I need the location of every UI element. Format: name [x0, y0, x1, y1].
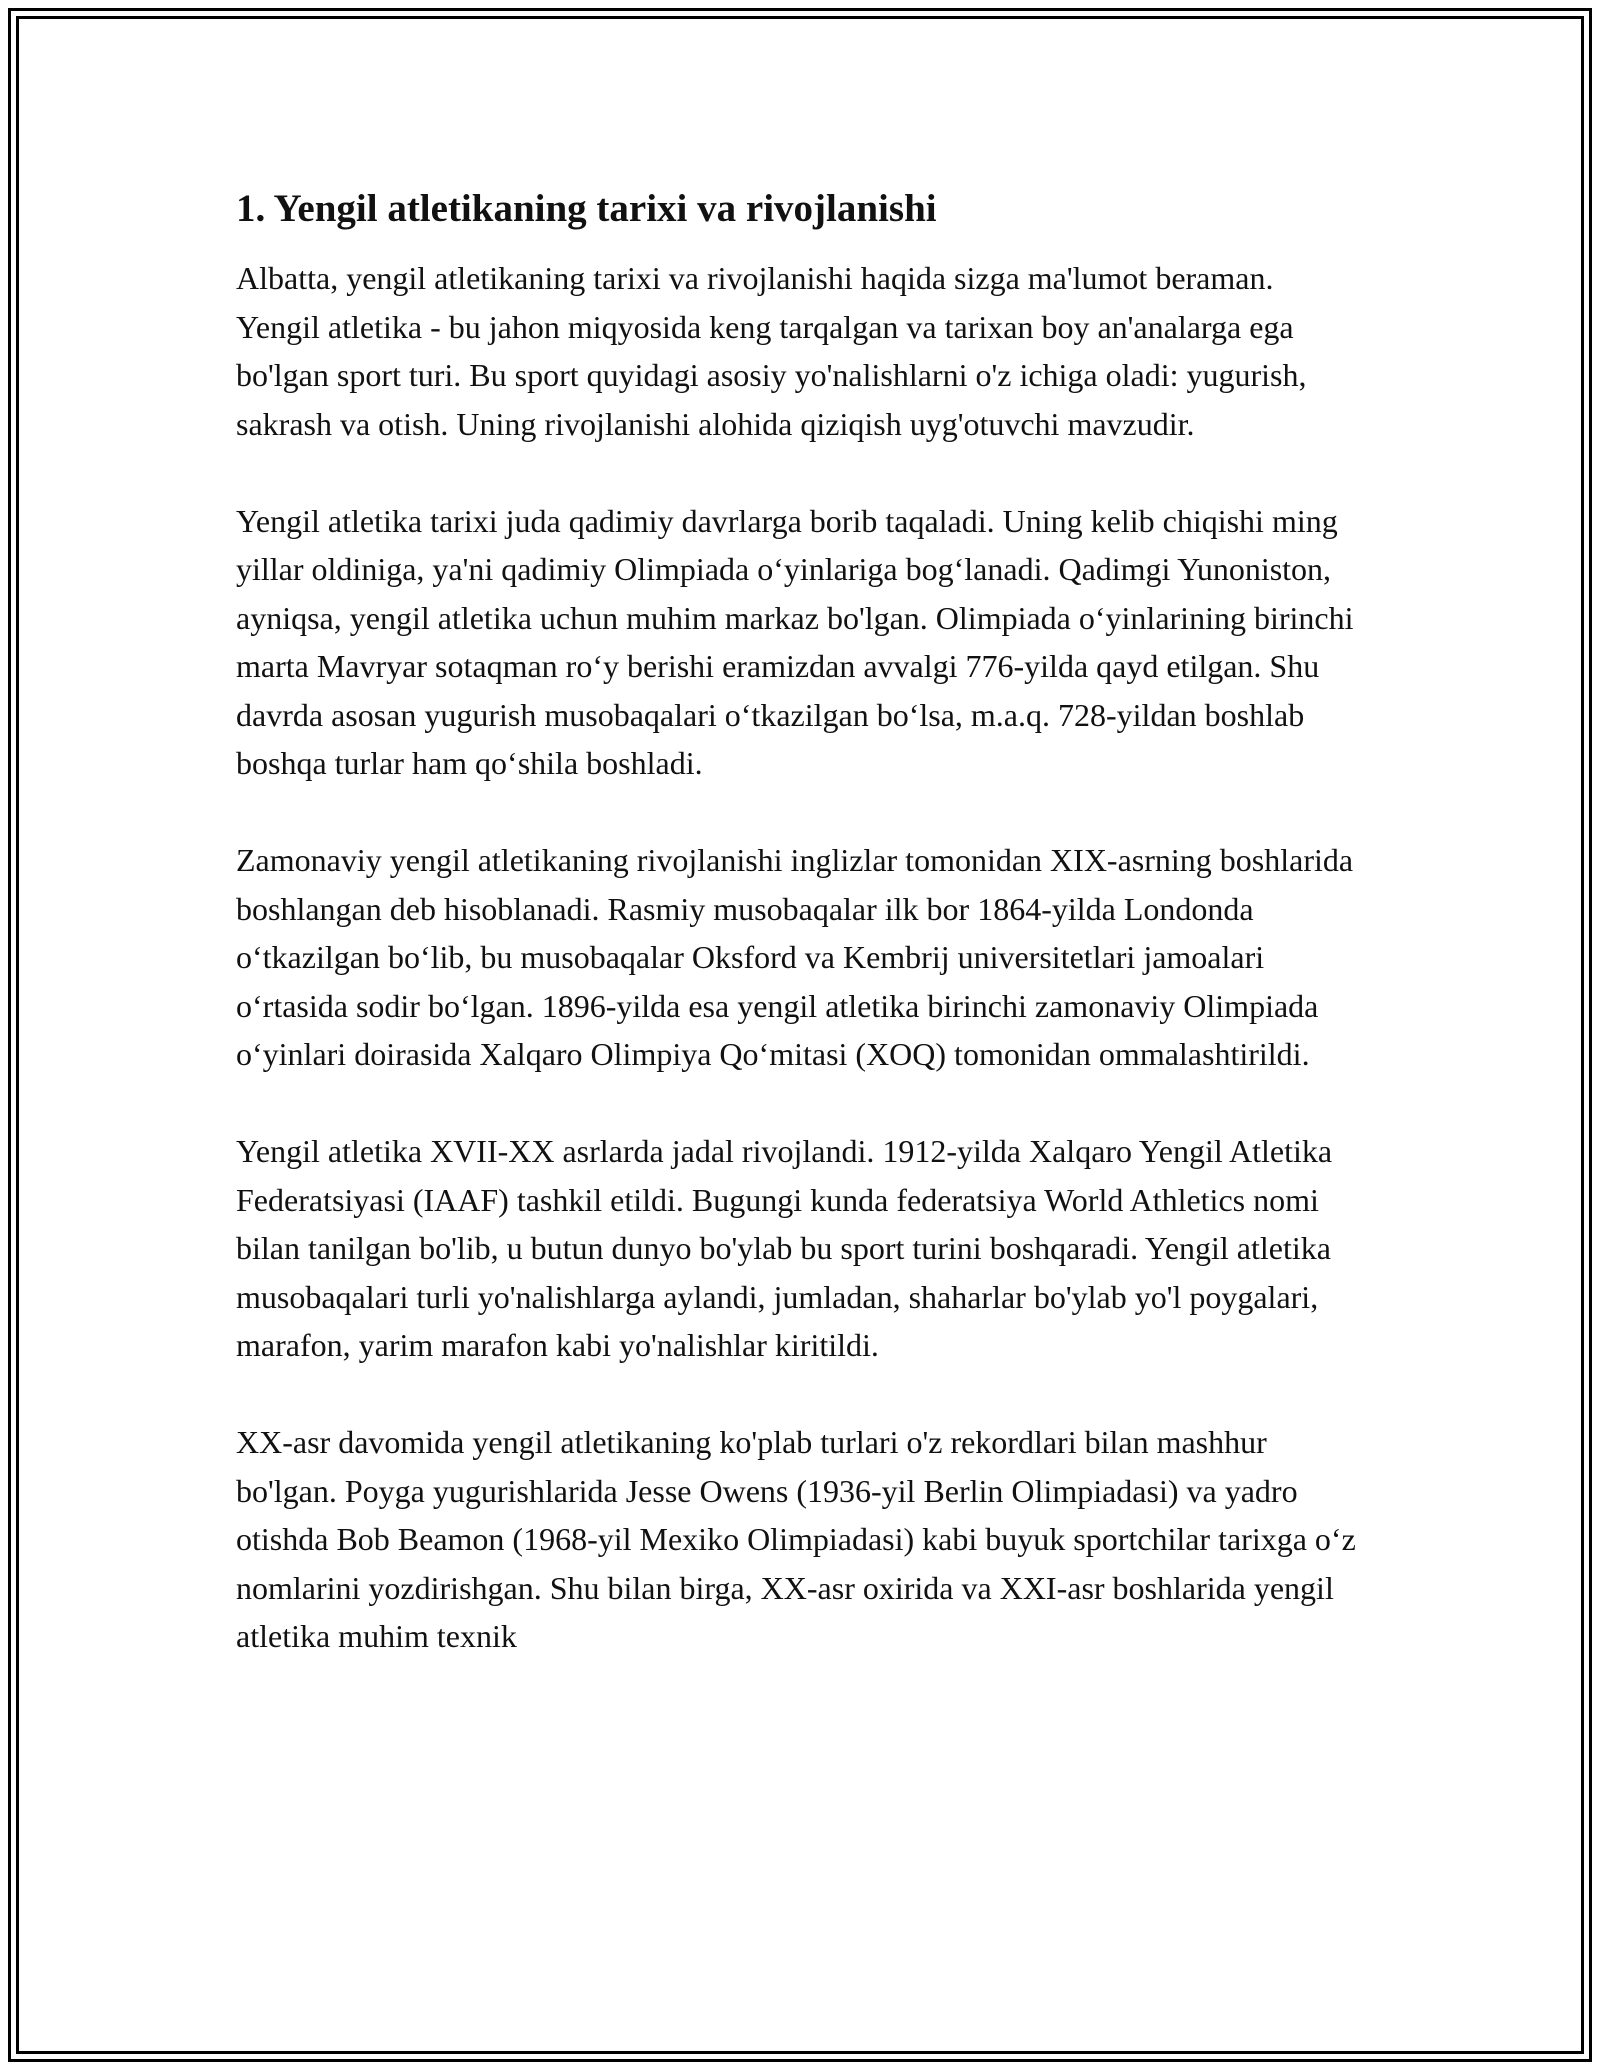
- section-heading: 1. Yengil atletikaning tarixi va rivojlanishi: [236, 187, 937, 230]
- paragraph-twentieth-century: XX-asr davomida yengil atletikaning ko'plab turlari o'z rekordlari bilan mashhur bo'lgan. Poyga yugurishlarida Jesse Owens (1936-yil Berlin Olimpiadasi) va yadro otishda Bob Beamon (1968-yil Mexiko Olimpiadasi) kabi buyuk sportchilar tarixga o‘z nomlarini yozdirishgan. Shu bilan birga, XX-asr oxirida va XXI-asr boshlarida yengil atletika muhim texnik: [236, 1424, 1356, 1654]
- paragraph-intro: Albatta, yengil atletikaning tarixi va rivojlanishi haqida sizga ma'lumot beraman. Yengil atletika - bu jahon miqyosida keng tarqalgan va tarixan boy an'analarga ega bo'lgan sport turi. Bu sport quyidagi asosiy yo'nalishlarni o'z ichiga oladi: yugurish, sakrash va otish. Uning rivojlanishi alohida qiziqish uyg'otuvchi mavzudir.: [236, 260, 1307, 442]
- document-body: [236, 184, 1364, 1709]
- paragraph-federation: Yengil atletika XVII-XX asrlarda jadal rivojlandi. 1912-yilda Xalqaro Yengil Atletika Federatsiyasi (IAAF) tashkil etildi. Bugungi kunda federatsiya World Athletics nomi bilan tanilgan bo'lib, u butun dunyo bo'ylab bu sport turini boshqaradi. Yengil atletika musobaqalari turli yo'nalishlarga aylandi, jumladan, shaharlar bo'ylab yo'l poygalari, marafon, yarim marafon kabi yo'nalishlar kiritildi.: [236, 1133, 1333, 1363]
- paragraph-modern-development: Zamonaviy yengil atletikaning rivojlanishi inglizlar tomonidan XIX-asrning boshlarida boshlangan deb hisoblanadi. Rasmiy musobaqalar ilk bor 1864-yilda Londonda o‘tkazilgan bo‘lib, bu musobaqalar Oksford va Kembrij universitetlari jamoalari o‘rtasida sodir bo‘lgan. 1896-yilda esa yengil atletika birinchi zamonaviy Olimpiada o‘yinlari doirasida Xalqaro Olimpiya Qo‘mitasi (XOQ) tomonidan ommalashtirildi.: [236, 842, 1354, 1072]
- paragraph-ancient-history: Yengil atletika tarixi juda qadimiy davrlarga borib taqaladi. Uning kelib chiqishi ming yillar oldiniga, ya'ni qadimiy Olimpiada o‘yinlariga bog‘lanadi. Qadimgi Yunoniston, ayniqsa, yengil atletika uchun muhim markaz bo'lgan. Olimpiada o‘yinlarining birinchi marta Mavryar sotaqman ro‘y berishi eramizdan avvalgi 776-yilda qayd etilgan. Shu davrda asosan yugurish musobaqalari o‘tkazilgan bo‘lsa, m.a.q. 728-yildan boshlab boshqa turlar ham qo‘shila boshladi.: [236, 502, 1354, 781]
